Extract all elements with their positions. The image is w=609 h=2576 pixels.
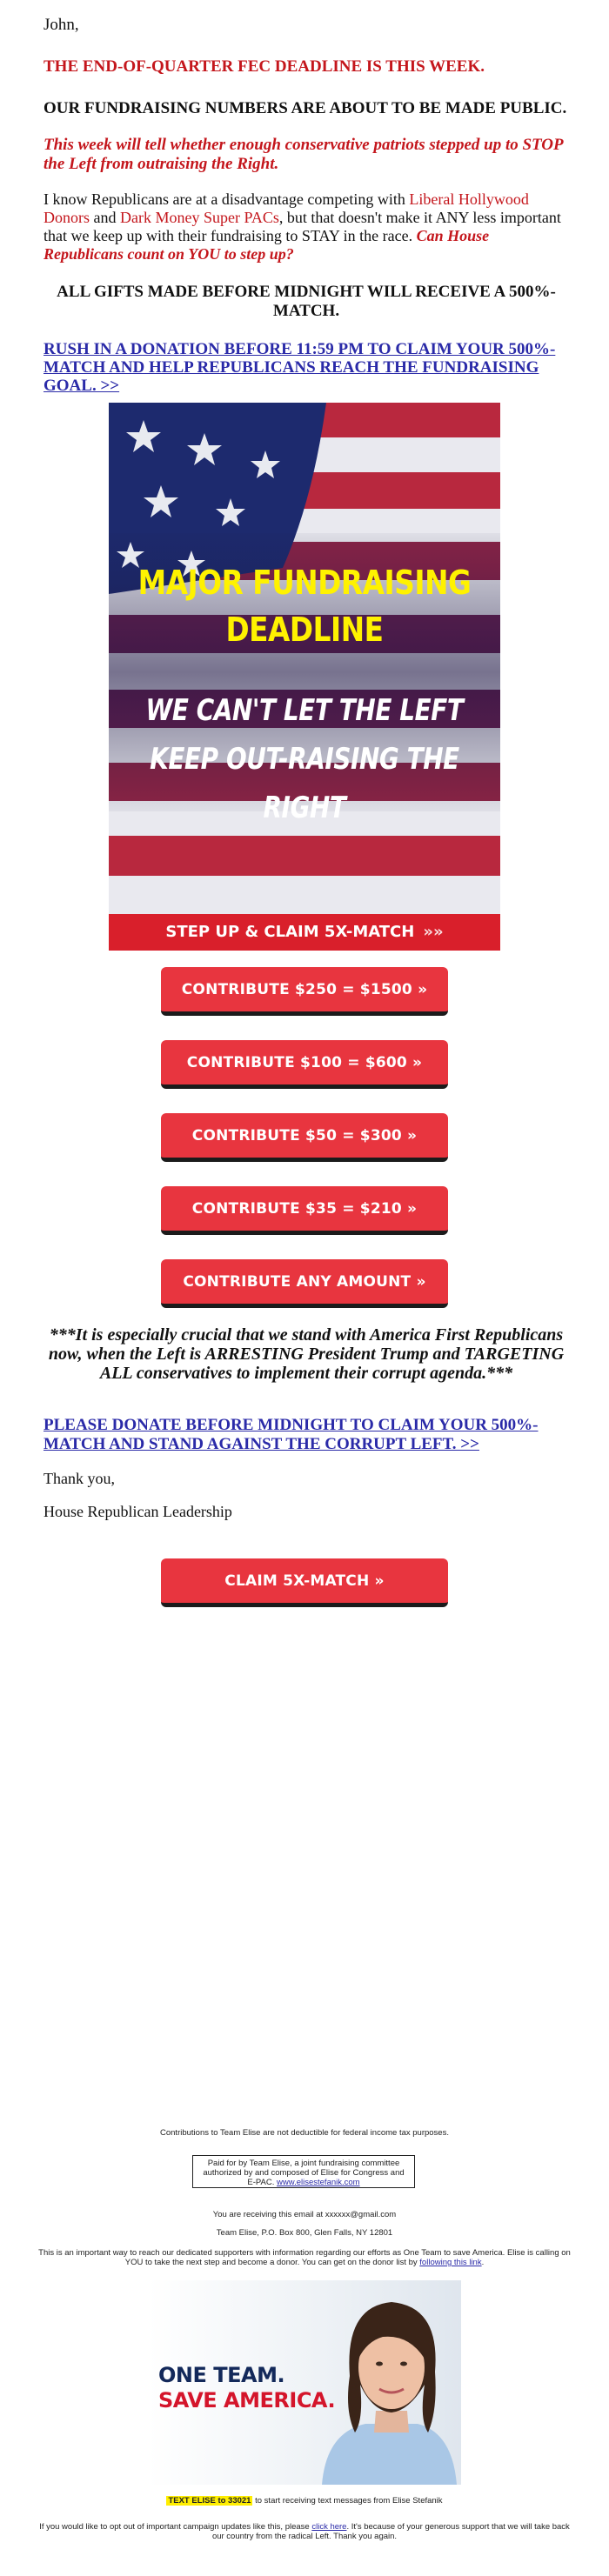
flag-background <box>109 403 500 914</box>
donor-list-link[interactable]: following this link <box>419 2258 482 2267</box>
mailing-address: Team Elise, P.O. Box 800, Glen Falls, NY 12801 <box>216 2228 393 2238</box>
outreach-end: . <box>481 2258 485 2267</box>
claim-match-button[interactable]: CLAIM 5X-MATCH » <box>161 1558 448 1607</box>
hollywood-donors-text: Liberal Hollywood Donors <box>44 190 529 226</box>
ad-line-one-team: ONE TEAM. <box>158 2363 285 2387</box>
donate-before-midnight-link[interactable]: PLEASE DONATE BEFORE MIDNIGHT TO CLAIM YOUR 500%-MATCH AND STAND AGAINST THE CORRUPT LEFT. >> <box>44 1416 539 1453</box>
text-keyword-highlight: TEXT ELISE to 33021 <box>168 2496 251 2506</box>
contribute-50-button[interactable]: CONTRIBUTE $50 = $300 » <box>161 1113 448 1162</box>
step-up-question: Can House Republicans count on YOU to step up? <box>44 227 490 263</box>
text-signup-text: to start receiving text messages from Elise Stefanik <box>252 2496 443 2506</box>
rush-donation-link[interactable]: RUSH IN A DONATION BEFORE 11:59 PM TO CLAIM YOUR 500%-MATCH AND HELP REPUBLICANS REACH THE FUNDRAISING GOAL. >> <box>44 340 556 395</box>
website-link[interactable]: www.elisestefanik.com <box>277 2178 360 2187</box>
one-team-ad[interactable] <box>148 2280 461 2485</box>
body-text: , but that doesn't make it ANY less important that we keep up with their fundraising to STAY in the race. <box>44 209 561 244</box>
body-text: and <box>90 209 120 226</box>
banner-cta-label: STEP UP & CLAIM 5X-MATCH <box>165 923 415 941</box>
contribute-35-button[interactable]: CONTRIBUTE $35 = $210 » <box>161 1186 448 1235</box>
banner-subtitle: WE CAN'T LET THE LEFT KEEP OUT-RAISING THE RIGHT <box>145 693 464 825</box>
paid-for-text: Paid for by Team Elise, a joint fundraising committee authorized by and composed of Elise for Congress and E-PAC. <box>203 2159 405 2187</box>
opt-out-link[interactable]: click here <box>311 2522 347 2532</box>
body-text: I know Republicans are at a disadvantage competing with <box>44 190 410 208</box>
contribute-any-amount-button[interactable]: CONTRIBUTE ANY AMOUNT » <box>161 1259 448 1308</box>
match-note: ALL GIFTS MADE BEFORE MIDNIGHT WILL RECEIVE A 500%-MATCH. <box>57 283 556 320</box>
opt-out-text: If you would like to opt out of important campaign updates like this, please <box>39 2522 312 2532</box>
banner-title: MAJOR FUNDRAISING DEADLINE <box>137 564 472 649</box>
patriots-paragraph: This week will tell whether enough conservative patriots stepped up to STOP the Left from outraising the Right. <box>44 136 563 173</box>
disadvantage-paragraph <box>44 190 569 264</box>
ad-line-save-america: SAVE AMERICA. <box>158 2388 336 2412</box>
opt-out-text-end: . It's because of your generous support that we will take back our country from the radical Left. Thank you again. <box>211 2522 570 2541</box>
double-chevron-icon: »» <box>423 923 444 941</box>
super-pacs-text: Dark Money Super PACs <box>120 209 279 226</box>
outreach-note <box>35 2248 574 2267</box>
paid-for-box <box>192 2155 415 2188</box>
greeting: John, <box>44 16 79 34</box>
outreach-text: This is an important way to reach our dedicated supporters with information regarding our efforts as One Team to save America. Elise is calling on YOU to take the next step and become a donor. You can get on the donor list by <box>38 2248 571 2267</box>
public-numbers-headline: OUR FUNDRAISING NUMBERS ARE ABOUT TO BE MADE PUBLIC. <box>44 99 567 117</box>
email-body <box>44 16 569 410</box>
receiving-email-note: You are receiving this email at xxxxxx@gmail.com <box>212 2210 397 2219</box>
contribute-100-button[interactable]: CONTRIBUTE $100 = $600 » <box>161 1040 448 1089</box>
tax-note: Contributions to Team Elise are not deductible for federal income tax purposes. <box>160 2128 449 2138</box>
crucial-quote: ***It is especially crucial that we stand with America First Republicans now, when the Left is ARRESTING President Trump and TARGETING ALL conservatives to implement their corrupt agenda.*** <box>48 1325 565 1383</box>
banner-cta[interactable] <box>109 914 500 951</box>
deadline-banner[interactable] <box>109 403 500 951</box>
contribute-250-button[interactable]: CONTRIBUTE $250 = $1500 » <box>161 967 448 1016</box>
deadline-headline: THE END-OF-QUARTER FEC DEADLINE IS THIS WEEK. <box>44 57 485 76</box>
opt-out-note <box>35 2522 574 2541</box>
closing-thanks: Thank you, <box>44 1470 115 1487</box>
signature: House Republican Leadership <box>44 1503 232 1520</box>
text-signup-note <box>0 2496 609 2506</box>
